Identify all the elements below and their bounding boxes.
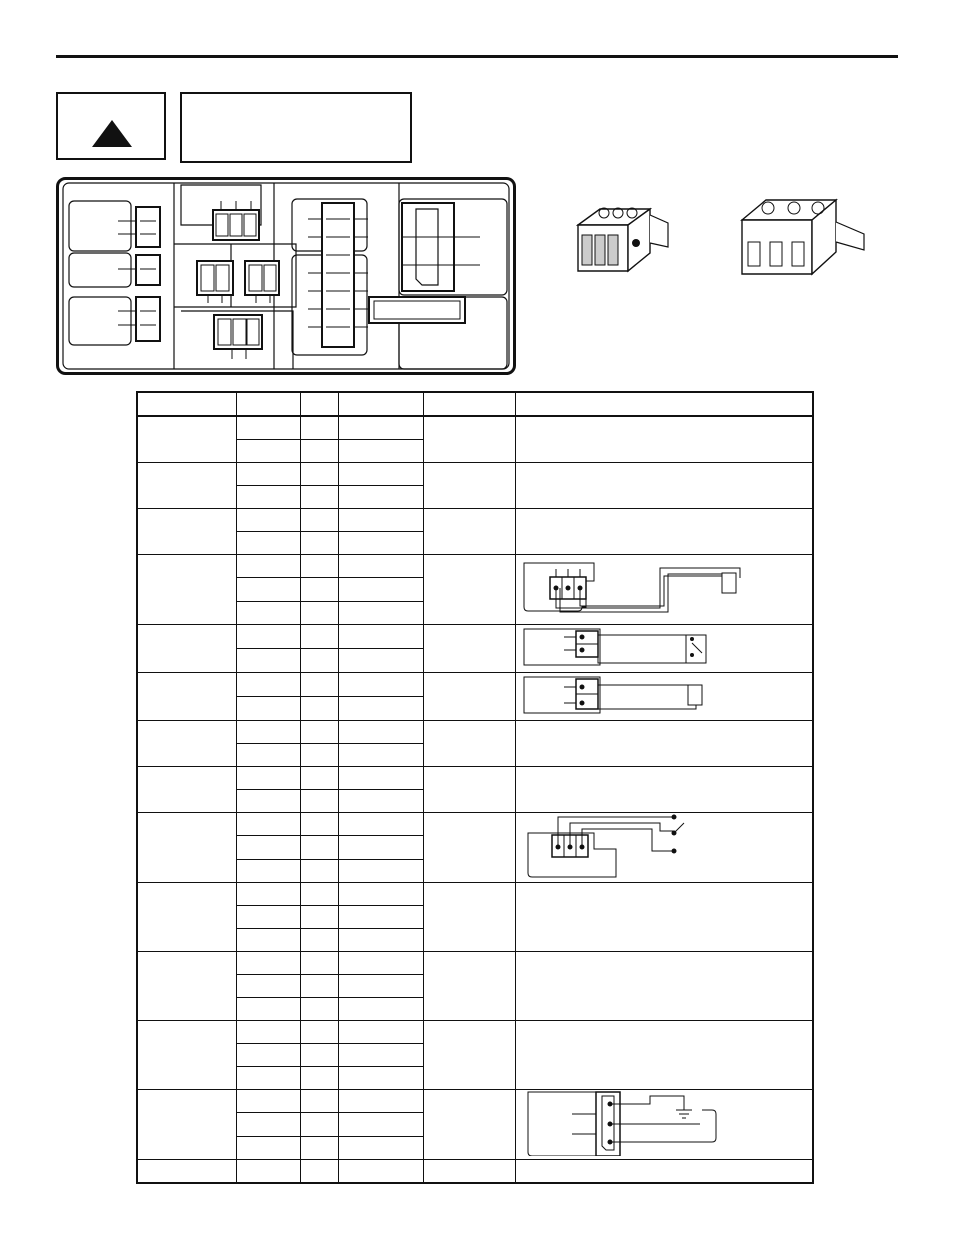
table-row xyxy=(137,952,813,975)
col-header xyxy=(423,392,515,416)
table-row xyxy=(137,555,813,578)
caution-text xyxy=(182,94,410,110)
table-row xyxy=(137,721,813,744)
three-wire-switch-diagram xyxy=(520,813,810,879)
warning-triangle-icon xyxy=(92,120,132,147)
table-row xyxy=(137,767,813,790)
col-header xyxy=(338,392,423,416)
table-row xyxy=(137,625,813,649)
caution-text-box xyxy=(180,92,412,163)
table-row xyxy=(137,673,813,697)
col-header xyxy=(137,392,236,416)
terminal-table xyxy=(136,391,814,1184)
table-row xyxy=(137,1160,813,1184)
col-header xyxy=(236,392,300,416)
table-row xyxy=(137,813,813,836)
three-pin-connector-icon xyxy=(570,195,680,275)
header-rule xyxy=(56,55,898,58)
table-row xyxy=(137,1090,813,1113)
table-row xyxy=(137,509,813,532)
table-row xyxy=(137,463,813,486)
table-row xyxy=(137,416,813,440)
control-board-diagram xyxy=(56,177,516,375)
warning-box xyxy=(56,92,166,160)
table-row xyxy=(137,883,813,906)
col-header xyxy=(515,392,813,416)
col-header xyxy=(300,392,338,416)
device-wiring-diagram xyxy=(520,673,810,717)
sensor-wiring-diagram xyxy=(520,555,810,621)
ground-wiring-diagram xyxy=(520,1090,810,1156)
table-row xyxy=(137,1021,813,1044)
large-terminal-block-icon xyxy=(738,192,878,280)
switch-wiring-diagram xyxy=(520,625,810,669)
table-header-row xyxy=(137,392,813,416)
